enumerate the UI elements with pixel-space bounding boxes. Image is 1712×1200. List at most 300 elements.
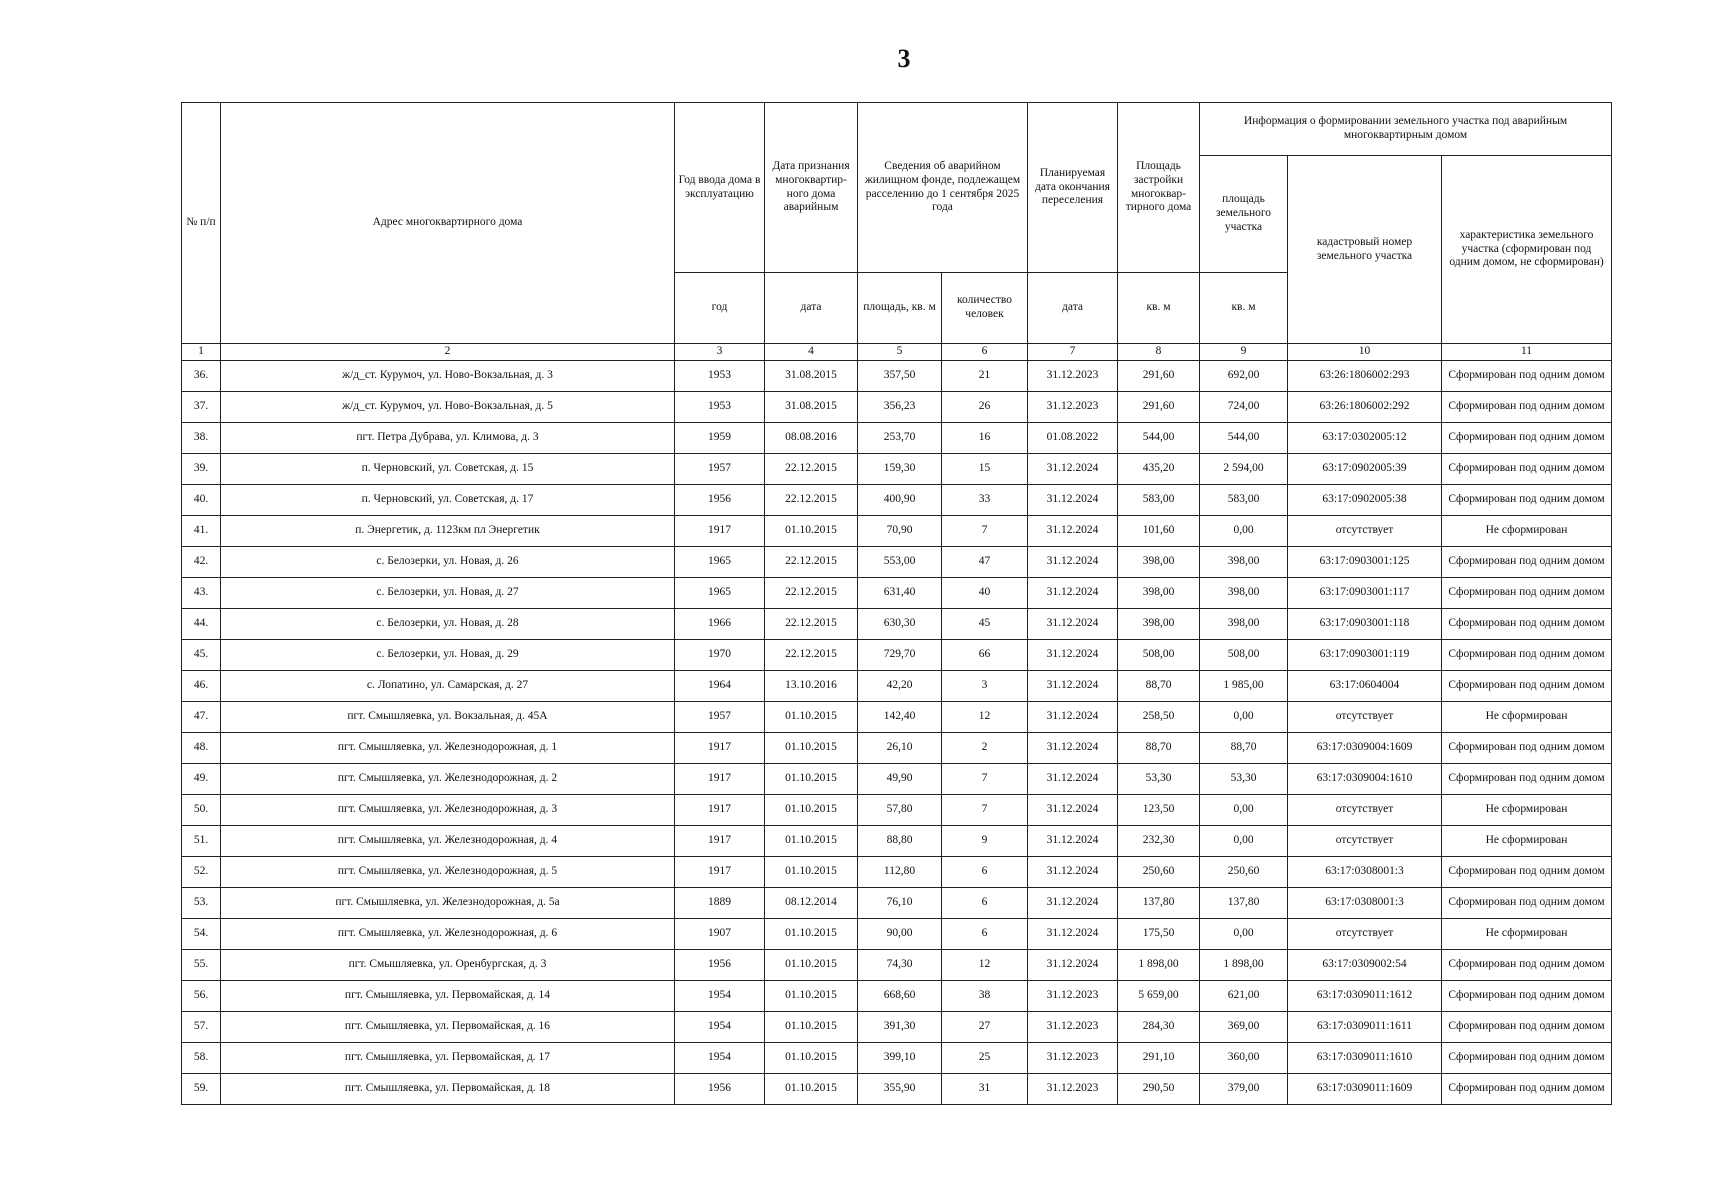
row-build-area: 53,30 bbox=[1118, 764, 1200, 795]
table-row bbox=[182, 857, 1612, 888]
row-number: 40. bbox=[182, 485, 221, 516]
row-planned-date: 31.12.2024 bbox=[1028, 857, 1118, 888]
row-number: 45. bbox=[182, 640, 221, 671]
row-people-count: 47 bbox=[942, 547, 1028, 578]
row-planned-date: 31.12.2024 bbox=[1028, 950, 1118, 981]
row-land-area: 398,00 bbox=[1200, 547, 1288, 578]
row-year-built: 1917 bbox=[675, 516, 765, 547]
row-year-built: 1964 bbox=[675, 671, 765, 702]
table-row bbox=[182, 361, 1612, 392]
row-year-built: 1954 bbox=[675, 981, 765, 1012]
row-number: 48. bbox=[182, 733, 221, 764]
row-land-area: 398,00 bbox=[1200, 609, 1288, 640]
row-year-built: 1970 bbox=[675, 640, 765, 671]
row-cadastral-number: 63:17:0604004 bbox=[1288, 671, 1442, 702]
row-area: 112,80 bbox=[858, 857, 942, 888]
row-address: пгт. Смышляевка, ул. Железнодорожная, д. 6 bbox=[221, 919, 675, 950]
row-recognized-date: 01.10.2015 bbox=[765, 826, 858, 857]
row-area: 253,70 bbox=[858, 423, 942, 454]
row-area: 553,00 bbox=[858, 547, 942, 578]
column-number: 7 bbox=[1028, 344, 1118, 361]
row-number: 38. bbox=[182, 423, 221, 454]
row-people-count: 27 bbox=[942, 1012, 1028, 1043]
row-build-area: 583,00 bbox=[1118, 485, 1200, 516]
row-address: пгт. Смышляевка, ул. Первомайская, д. 17 bbox=[221, 1043, 675, 1074]
row-year-built: 1956 bbox=[675, 485, 765, 516]
row-build-area: 88,70 bbox=[1118, 671, 1200, 702]
row-area: 729,70 bbox=[858, 640, 942, 671]
row-land-status: Не сформирован bbox=[1442, 795, 1612, 826]
row-land-status: Сформирован под одним домом bbox=[1442, 361, 1612, 392]
row-cadastral-number: отсутствует bbox=[1288, 702, 1442, 733]
row-number: 47. bbox=[182, 702, 221, 733]
row-land-area: 2 594,00 bbox=[1200, 454, 1288, 485]
row-land-status: Сформирован под одним домом bbox=[1442, 764, 1612, 795]
row-land-status: Не сформирован bbox=[1442, 826, 1612, 857]
row-people-count: 2 bbox=[942, 733, 1028, 764]
row-build-area: 544,00 bbox=[1118, 423, 1200, 454]
row-year-built: 1917 bbox=[675, 795, 765, 826]
row-cadastral-number: 63:17:0309011:1611 bbox=[1288, 1012, 1442, 1043]
header-year-built: Год ввода дома в эксплуатацию bbox=[675, 103, 765, 273]
row-address: пгт. Смышляевка, ул. Вокзальная, д. 45А bbox=[221, 702, 675, 733]
row-people-count: 38 bbox=[942, 981, 1028, 1012]
header-number: № п/п bbox=[182, 103, 221, 344]
row-planned-date: 01.08.2022 bbox=[1028, 423, 1118, 454]
row-land-status: Сформирован под одним домом bbox=[1442, 392, 1612, 423]
table-row bbox=[182, 888, 1612, 919]
unit-date2: дата bbox=[1028, 273, 1118, 344]
row-address: п. Черновский, ул. Советская, д. 17 bbox=[221, 485, 675, 516]
row-land-area: 398,00 bbox=[1200, 578, 1288, 609]
row-land-status: Сформирован под одним домом bbox=[1442, 578, 1612, 609]
row-year-built: 1957 bbox=[675, 702, 765, 733]
row-number: 55. bbox=[182, 950, 221, 981]
row-land-area: 583,00 bbox=[1200, 485, 1288, 516]
row-year-built: 1966 bbox=[675, 609, 765, 640]
row-address: п. Черновский, ул. Советская, д. 15 bbox=[221, 454, 675, 485]
row-recognized-date: 08.12.2014 bbox=[765, 888, 858, 919]
row-build-area: 258,50 bbox=[1118, 702, 1200, 733]
row-land-status: Сформирован под одним домом bbox=[1442, 485, 1612, 516]
column-number: 8 bbox=[1118, 344, 1200, 361]
row-cadastral-number: 63:17:0309004:1610 bbox=[1288, 764, 1442, 795]
column-number: 1 bbox=[182, 344, 221, 361]
row-planned-date: 31.12.2024 bbox=[1028, 454, 1118, 485]
header-build-area: Площадь застройки многоквар-тирного дома bbox=[1118, 103, 1200, 273]
row-planned-date: 31.12.2023 bbox=[1028, 1012, 1118, 1043]
row-area: 391,30 bbox=[858, 1012, 942, 1043]
row-build-area: 291,60 bbox=[1118, 392, 1200, 423]
unit-area: площадь, кв. м bbox=[858, 273, 942, 344]
row-build-area: 250,60 bbox=[1118, 857, 1200, 888]
row-people-count: 6 bbox=[942, 888, 1028, 919]
row-cadastral-number: 63:17:0902005:39 bbox=[1288, 454, 1442, 485]
table-row bbox=[182, 950, 1612, 981]
row-planned-date: 31.12.2024 bbox=[1028, 919, 1118, 950]
row-cadastral-number: 63:17:0903001:118 bbox=[1288, 609, 1442, 640]
row-area: 400,90 bbox=[858, 485, 942, 516]
row-number: 46. bbox=[182, 671, 221, 702]
row-address: пгт. Смышляевка, ул. Железнодорожная, д. 4 bbox=[221, 826, 675, 857]
row-build-area: 232,30 bbox=[1118, 826, 1200, 857]
table-row bbox=[182, 423, 1612, 454]
row-recognized-date: 01.10.2015 bbox=[765, 702, 858, 733]
row-land-area: 53,30 bbox=[1200, 764, 1288, 795]
row-land-area: 0,00 bbox=[1200, 516, 1288, 547]
row-address: с. Белозерки, ул. Новая, д. 26 bbox=[221, 547, 675, 578]
row-cadastral-number: 63:17:0902005:38 bbox=[1288, 485, 1442, 516]
column-number: 4 bbox=[765, 344, 858, 361]
row-cadastral-number: 63:17:0309011:1612 bbox=[1288, 981, 1442, 1012]
row-year-built: 1957 bbox=[675, 454, 765, 485]
row-planned-date: 31.12.2024 bbox=[1028, 485, 1118, 516]
row-year-built: 1889 bbox=[675, 888, 765, 919]
row-land-status: Сформирован под одним домом bbox=[1442, 981, 1612, 1012]
row-land-status: Не сформирован bbox=[1442, 702, 1612, 733]
row-address: с. Белозерки, ул. Новая, д. 29 bbox=[221, 640, 675, 671]
unit-date: дата bbox=[765, 273, 858, 344]
row-land-status: Сформирован под одним домом bbox=[1442, 888, 1612, 919]
row-area: 26,10 bbox=[858, 733, 942, 764]
row-land-area: 508,00 bbox=[1200, 640, 1288, 671]
row-land-area: 724,00 bbox=[1200, 392, 1288, 423]
row-number: 49. bbox=[182, 764, 221, 795]
row-number: 53. bbox=[182, 888, 221, 919]
row-land-status: Сформирован под одним домом bbox=[1442, 857, 1612, 888]
row-area: 159,30 bbox=[858, 454, 942, 485]
row-planned-date: 31.12.2024 bbox=[1028, 733, 1118, 764]
column-number: 10 bbox=[1288, 344, 1442, 361]
row-land-status: Сформирован под одним домом bbox=[1442, 640, 1612, 671]
row-people-count: 26 bbox=[942, 392, 1028, 423]
table-row bbox=[182, 609, 1612, 640]
row-recognized-date: 22.12.2015 bbox=[765, 609, 858, 640]
row-build-area: 435,20 bbox=[1118, 454, 1200, 485]
row-planned-date: 31.12.2023 bbox=[1028, 1074, 1118, 1105]
row-people-count: 7 bbox=[942, 795, 1028, 826]
column-number: 6 bbox=[942, 344, 1028, 361]
row-area: 88,80 bbox=[858, 826, 942, 857]
row-year-built: 1953 bbox=[675, 392, 765, 423]
row-land-area: 692,00 bbox=[1200, 361, 1288, 392]
row-area: 631,40 bbox=[858, 578, 942, 609]
row-planned-date: 31.12.2024 bbox=[1028, 826, 1118, 857]
row-year-built: 1965 bbox=[675, 547, 765, 578]
row-recognized-date: 01.10.2015 bbox=[765, 1074, 858, 1105]
row-area: 668,60 bbox=[858, 981, 942, 1012]
row-planned-date: 31.12.2024 bbox=[1028, 547, 1118, 578]
header-land-area: площадь земельного участка bbox=[1200, 156, 1288, 273]
row-area: 76,10 bbox=[858, 888, 942, 919]
table-row bbox=[182, 764, 1612, 795]
table-row bbox=[182, 702, 1612, 733]
row-address: пгт. Смышляевка, ул. Первомайская, д. 14 bbox=[221, 981, 675, 1012]
row-land-status: Сформирован под одним домом bbox=[1442, 454, 1612, 485]
row-land-area: 0,00 bbox=[1200, 702, 1288, 733]
row-build-area: 175,50 bbox=[1118, 919, 1200, 950]
row-number: 39. bbox=[182, 454, 221, 485]
row-recognized-date: 01.10.2015 bbox=[765, 919, 858, 950]
table-row bbox=[182, 485, 1612, 516]
row-address: пгт. Смышляевка, ул. Железнодорожная, д. 1 bbox=[221, 733, 675, 764]
row-recognized-date: 13.10.2016 bbox=[765, 671, 858, 702]
row-cadastral-number: 63:17:0903001:119 bbox=[1288, 640, 1442, 671]
row-year-built: 1917 bbox=[675, 764, 765, 795]
row-address: пгт. Смышляевка, ул. Железнодорожная, д. 5а bbox=[221, 888, 675, 919]
row-recognized-date: 01.10.2015 bbox=[765, 981, 858, 1012]
row-people-count: 7 bbox=[942, 764, 1028, 795]
header-emergency-fund: Сведения об аварийном жилищном фонде, подлежащем расселению до 1 сентября 2025 года bbox=[858, 103, 1028, 273]
row-recognized-date: 08.08.2016 bbox=[765, 423, 858, 454]
table-row bbox=[182, 454, 1612, 485]
table-row bbox=[182, 392, 1612, 423]
row-address: с. Белозерки, ул. Новая, д. 28 bbox=[221, 609, 675, 640]
row-address: пгт. Смышляевка, ул. Оренбургская, д. 3 bbox=[221, 950, 675, 981]
row-recognized-date: 22.12.2015 bbox=[765, 485, 858, 516]
row-planned-date: 31.12.2023 bbox=[1028, 361, 1118, 392]
row-number: 57. bbox=[182, 1012, 221, 1043]
header-land-status: характеристика земельного участка (сформирован под одним домом, не сформирован) bbox=[1442, 156, 1612, 344]
row-cadastral-number: 63:17:0903001:125 bbox=[1288, 547, 1442, 578]
row-people-count: 40 bbox=[942, 578, 1028, 609]
row-address: ж/д_ст. Курумоч, ул. Ново-Вокзальная, д. 3 bbox=[221, 361, 675, 392]
table-row bbox=[182, 516, 1612, 547]
row-land-status: Сформирован под одним домом bbox=[1442, 671, 1612, 702]
row-recognized-date: 01.10.2015 bbox=[765, 1043, 858, 1074]
page-number: 3 bbox=[897, 44, 911, 73]
row-number: 56. bbox=[182, 981, 221, 1012]
row-build-area: 398,00 bbox=[1118, 609, 1200, 640]
row-cadastral-number: 63:17:0308001:3 bbox=[1288, 888, 1442, 919]
row-people-count: 7 bbox=[942, 516, 1028, 547]
row-area: 74,30 bbox=[858, 950, 942, 981]
column-number: 3 bbox=[675, 344, 765, 361]
table-row bbox=[182, 1012, 1612, 1043]
row-year-built: 1959 bbox=[675, 423, 765, 454]
row-land-status: Сформирован под одним домом bbox=[1442, 423, 1612, 454]
header-recognized-date: Дата признания многоквартир-ного дома аварийным bbox=[765, 103, 858, 273]
row-area: 90,00 bbox=[858, 919, 942, 950]
row-planned-date: 31.12.2024 bbox=[1028, 516, 1118, 547]
row-land-area: 1 898,00 bbox=[1200, 950, 1288, 981]
row-area: 399,10 bbox=[858, 1043, 942, 1074]
row-build-area: 101,60 bbox=[1118, 516, 1200, 547]
row-land-area: 88,70 bbox=[1200, 733, 1288, 764]
row-land-status: Сформирован под одним домом bbox=[1442, 547, 1612, 578]
row-year-built: 1954 bbox=[675, 1043, 765, 1074]
row-year-built: 1954 bbox=[675, 1012, 765, 1043]
row-people-count: 16 bbox=[942, 423, 1028, 454]
row-recognized-date: 22.12.2015 bbox=[765, 640, 858, 671]
row-land-status: Сформирован под одним домом bbox=[1442, 1043, 1612, 1074]
table-row bbox=[182, 919, 1612, 950]
table-row bbox=[182, 733, 1612, 764]
row-recognized-date: 22.12.2015 bbox=[765, 578, 858, 609]
row-build-area: 508,00 bbox=[1118, 640, 1200, 671]
row-year-built: 1956 bbox=[675, 950, 765, 981]
row-address: пгт. Смышляевка, ул. Первомайская, д. 18 bbox=[221, 1074, 675, 1105]
row-planned-date: 31.12.2023 bbox=[1028, 392, 1118, 423]
unit-year: год bbox=[675, 273, 765, 344]
row-year-built: 1917 bbox=[675, 857, 765, 888]
row-number: 36. bbox=[182, 361, 221, 392]
row-land-area: 0,00 bbox=[1200, 919, 1288, 950]
row-people-count: 33 bbox=[942, 485, 1028, 516]
row-land-area: 250,60 bbox=[1200, 857, 1288, 888]
table-row bbox=[182, 640, 1612, 671]
row-build-area: 88,70 bbox=[1118, 733, 1200, 764]
row-people-count: 12 bbox=[942, 950, 1028, 981]
column-number: 2 bbox=[221, 344, 675, 361]
row-area: 57,80 bbox=[858, 795, 942, 826]
row-number: 44. bbox=[182, 609, 221, 640]
row-planned-date: 31.12.2024 bbox=[1028, 764, 1118, 795]
table-row bbox=[182, 1043, 1612, 1074]
row-area: 142,40 bbox=[858, 702, 942, 733]
row-people-count: 21 bbox=[942, 361, 1028, 392]
unit-sqm: кв. м bbox=[1118, 273, 1200, 344]
header-land-info: Информация о формировании земельного участка под аварийным многоквартирным домом bbox=[1200, 103, 1612, 156]
row-recognized-date: 31.08.2015 bbox=[765, 392, 858, 423]
row-cadastral-number: 63:17:0302005:12 bbox=[1288, 423, 1442, 454]
row-build-area: 137,80 bbox=[1118, 888, 1200, 919]
row-cadastral-number: отсутствует bbox=[1288, 795, 1442, 826]
row-build-area: 284,30 bbox=[1118, 1012, 1200, 1043]
emergency-housing-table bbox=[181, 102, 1612, 1105]
row-cadastral-number: отсутствует bbox=[1288, 516, 1442, 547]
row-year-built: 1956 bbox=[675, 1074, 765, 1105]
column-numbers-row bbox=[182, 344, 1612, 361]
row-land-area: 379,00 bbox=[1200, 1074, 1288, 1105]
row-planned-date: 31.12.2024 bbox=[1028, 578, 1118, 609]
table-row bbox=[182, 671, 1612, 702]
row-recognized-date: 01.10.2015 bbox=[765, 857, 858, 888]
row-area: 355,90 bbox=[858, 1074, 942, 1105]
table-row bbox=[182, 795, 1612, 826]
row-land-status: Не сформирован bbox=[1442, 919, 1612, 950]
row-build-area: 398,00 bbox=[1118, 578, 1200, 609]
row-number: 50. bbox=[182, 795, 221, 826]
row-number: 58. bbox=[182, 1043, 221, 1074]
row-land-area: 621,00 bbox=[1200, 981, 1288, 1012]
row-cadastral-number: 63:26:1806002:293 bbox=[1288, 361, 1442, 392]
row-cadastral-number: 63:17:0309011:1609 bbox=[1288, 1074, 1442, 1105]
row-build-area: 5 659,00 bbox=[1118, 981, 1200, 1012]
row-area: 42,20 bbox=[858, 671, 942, 702]
row-build-area: 290,50 bbox=[1118, 1074, 1200, 1105]
row-recognized-date: 01.10.2015 bbox=[765, 516, 858, 547]
row-recognized-date: 01.10.2015 bbox=[765, 733, 858, 764]
row-recognized-date: 22.12.2015 bbox=[765, 547, 858, 578]
row-land-area: 369,00 bbox=[1200, 1012, 1288, 1043]
row-land-area: 137,80 bbox=[1200, 888, 1288, 919]
row-number: 51. bbox=[182, 826, 221, 857]
row-number: 52. bbox=[182, 857, 221, 888]
row-year-built: 1953 bbox=[675, 361, 765, 392]
row-cadastral-number: 63:17:0309002:54 bbox=[1288, 950, 1442, 981]
row-planned-date: 31.12.2024 bbox=[1028, 671, 1118, 702]
column-number: 9 bbox=[1200, 344, 1288, 361]
row-cadastral-number: отсутствует bbox=[1288, 826, 1442, 857]
row-number: 54. bbox=[182, 919, 221, 950]
row-build-area: 398,00 bbox=[1118, 547, 1200, 578]
row-land-area: 360,00 bbox=[1200, 1043, 1288, 1074]
row-planned-date: 31.12.2024 bbox=[1028, 609, 1118, 640]
row-people-count: 6 bbox=[942, 919, 1028, 950]
row-cadastral-number: 63:17:0308001:3 bbox=[1288, 857, 1442, 888]
row-number: 43. bbox=[182, 578, 221, 609]
row-land-status: Сформирован под одним домом bbox=[1442, 609, 1612, 640]
row-address: пгт. Смышляевка, ул. Первомайская, д. 16 bbox=[221, 1012, 675, 1043]
row-area: 70,90 bbox=[858, 516, 942, 547]
row-land-status: Сформирован под одним домом bbox=[1442, 950, 1612, 981]
row-people-count: 66 bbox=[942, 640, 1028, 671]
table-row bbox=[182, 1074, 1612, 1105]
column-number: 11 bbox=[1442, 344, 1612, 361]
table-row bbox=[182, 547, 1612, 578]
row-cadastral-number: 63:17:0309011:1610 bbox=[1288, 1043, 1442, 1074]
row-address: пгт. Смышляевка, ул. Железнодорожная, д. 2 bbox=[221, 764, 675, 795]
row-number: 59. bbox=[182, 1074, 221, 1105]
row-address: пгт. Смышляевка, ул. Железнодорожная, д. 3 bbox=[221, 795, 675, 826]
unit-people: количество человек bbox=[942, 273, 1028, 344]
row-recognized-date: 31.08.2015 bbox=[765, 361, 858, 392]
row-address: ж/д_ст. Курумоч, ул. Ново-Вокзальная, д. 5 bbox=[221, 392, 675, 423]
row-people-count: 3 bbox=[942, 671, 1028, 702]
row-land-area: 0,00 bbox=[1200, 826, 1288, 857]
row-land-area: 544,00 bbox=[1200, 423, 1288, 454]
column-number: 5 bbox=[858, 344, 942, 361]
row-area: 357,50 bbox=[858, 361, 942, 392]
table-row bbox=[182, 981, 1612, 1012]
row-area: 630,30 bbox=[858, 609, 942, 640]
row-land-area: 1 985,00 bbox=[1200, 671, 1288, 702]
row-land-status: Сформирован под одним домом bbox=[1442, 1074, 1612, 1105]
row-recognized-date: 01.10.2015 bbox=[765, 795, 858, 826]
row-land-status: Не сформирован bbox=[1442, 516, 1612, 547]
header-address: Адрес многоквартирного дома bbox=[221, 103, 675, 344]
row-cadastral-number: 63:17:0903001:117 bbox=[1288, 578, 1442, 609]
header-planned-end: Планируемая дата окончания переселения bbox=[1028, 103, 1118, 273]
row-people-count: 6 bbox=[942, 857, 1028, 888]
row-build-area: 1 898,00 bbox=[1118, 950, 1200, 981]
row-address: п. Энергетик, д. 1123км пл Энергетик bbox=[221, 516, 675, 547]
row-address: пгт. Смышляевка, ул. Железнодорожная, д. 5 bbox=[221, 857, 675, 888]
row-number: 42. bbox=[182, 547, 221, 578]
row-people-count: 15 bbox=[942, 454, 1028, 485]
row-people-count: 45 bbox=[942, 609, 1028, 640]
row-planned-date: 31.12.2023 bbox=[1028, 981, 1118, 1012]
row-cadastral-number: 63:17:0309004:1609 bbox=[1288, 733, 1442, 764]
row-recognized-date: 01.10.2015 bbox=[765, 1012, 858, 1043]
row-year-built: 1917 bbox=[675, 826, 765, 857]
row-land-status: Сформирован под одним домом bbox=[1442, 733, 1612, 764]
row-planned-date: 31.12.2024 bbox=[1028, 888, 1118, 919]
row-people-count: 25 bbox=[942, 1043, 1028, 1074]
row-number: 41. bbox=[182, 516, 221, 547]
table-row bbox=[182, 826, 1612, 857]
unit-sqm2: кв. м bbox=[1200, 273, 1288, 344]
row-build-area: 123,50 bbox=[1118, 795, 1200, 826]
row-year-built: 1965 bbox=[675, 578, 765, 609]
header-cadastral: кадастровый номер земельного участка bbox=[1288, 156, 1442, 344]
row-people-count: 12 bbox=[942, 702, 1028, 733]
row-year-built: 1907 bbox=[675, 919, 765, 950]
row-recognized-date: 01.10.2015 bbox=[765, 764, 858, 795]
row-land-area: 0,00 bbox=[1200, 795, 1288, 826]
row-planned-date: 31.12.2024 bbox=[1028, 702, 1118, 733]
